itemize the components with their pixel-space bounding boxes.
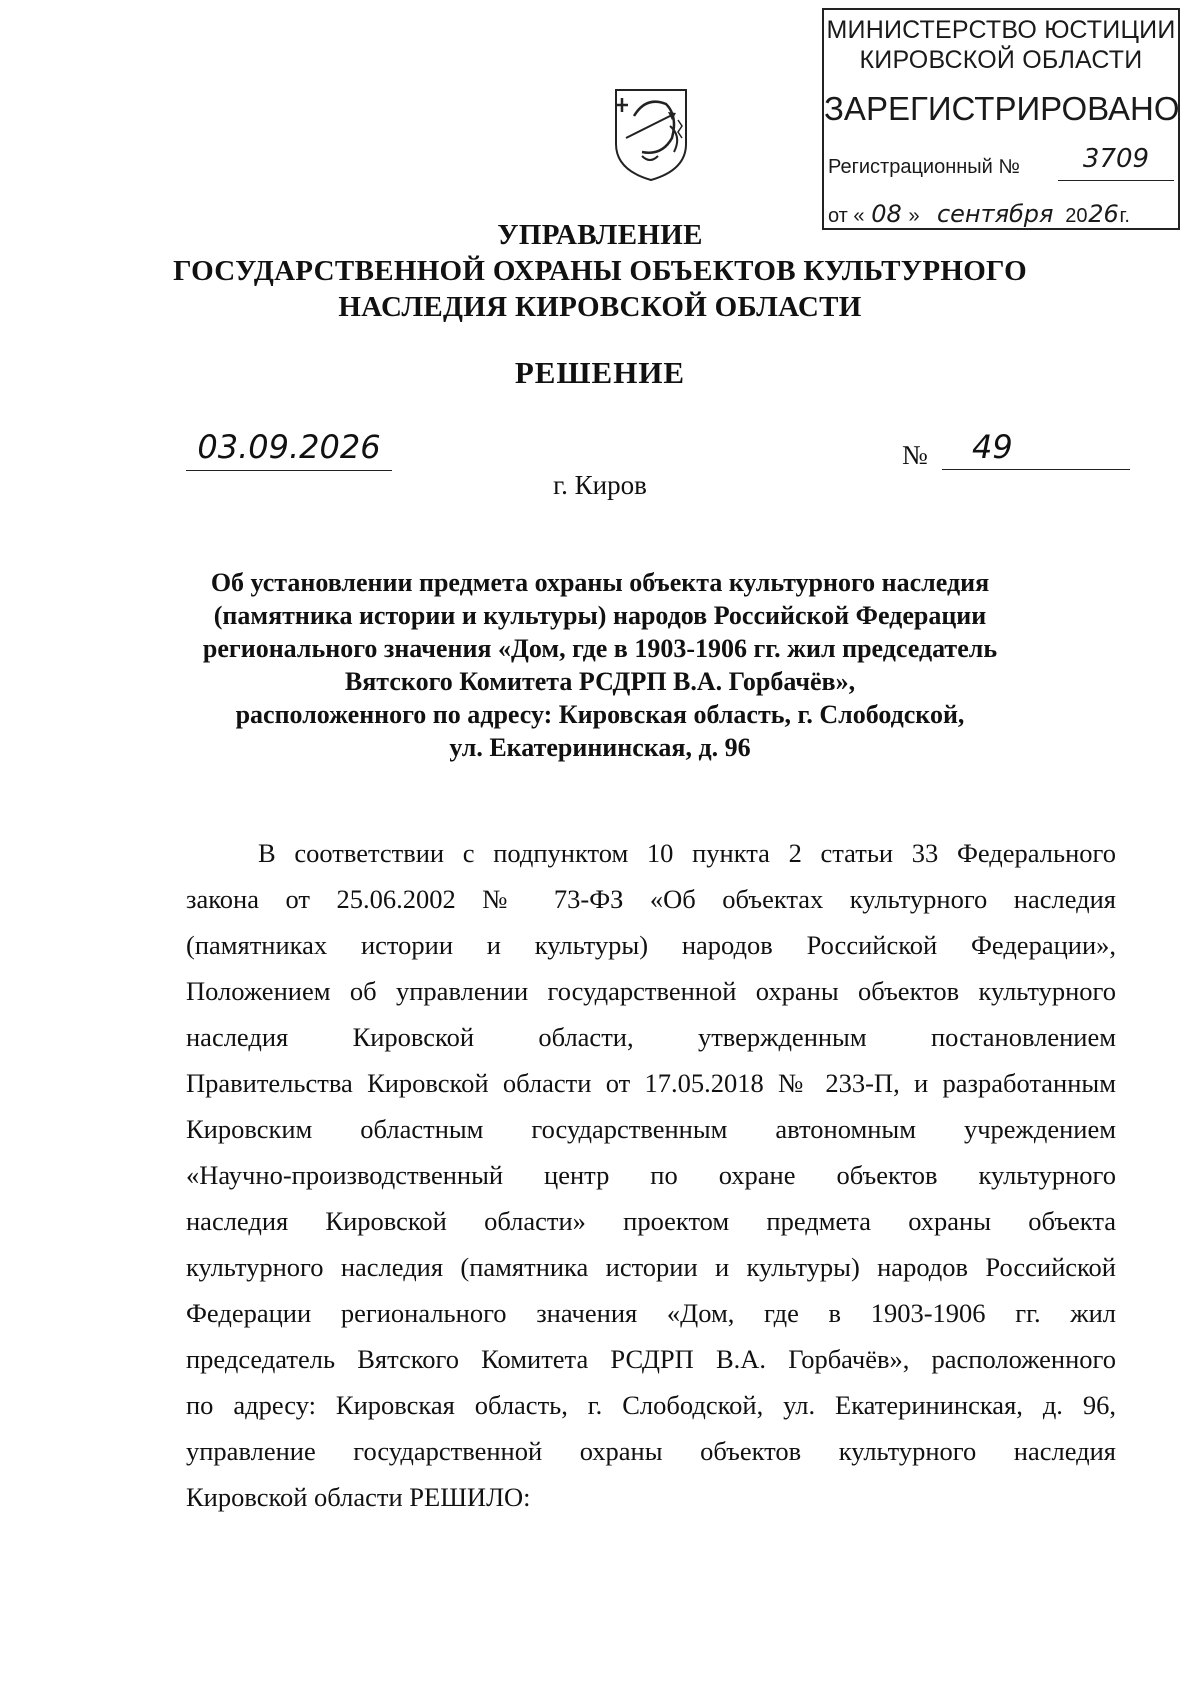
subject-line: Об установлении предмета охраны объекта культурного наследия [210, 568, 990, 597]
body-line: (памятниках истории и культуры) народов Российской Федерации», [186, 930, 1116, 960]
org-name-line2: ГОСУДАРСТВЕННОЙ ОХРАНЫ ОБЪЕКТОВ КУЛЬТУРНОГО [173, 255, 1027, 287]
stamp-date-prefix: от « [828, 205, 865, 227]
org-name-line1: УПРАВЛЕНИЕ [497, 219, 703, 251]
body-line: управление государственной охраны объектов культурного наследия [186, 1436, 1116, 1466]
document-date: 03.09.2026 [186, 428, 392, 471]
body-line: Федерации регионального значения «Дом, где в 1903-1906 гг. жил [186, 1298, 1116, 1328]
document-city: г. Киров [553, 470, 647, 500]
document-subject [150, 566, 1050, 764]
subject-line: ул. Екатерининская, д. 96 [449, 733, 751, 762]
registration-stamp [822, 8, 1180, 230]
stamp-year-prefix: 20 [1065, 205, 1088, 227]
subject-line: Вятского Комитета РСДРП В.А. Горбачёв», [344, 667, 856, 696]
subject-line: регионального значения «Дом, где в 1903-1906 гг. жил председатель [202, 634, 998, 663]
stamp-reg-number: 3709 [1058, 144, 1174, 181]
document-number-label: № [902, 440, 928, 470]
stamp-date-year: 26 [1088, 200, 1119, 228]
body-line: Кировской области РЕШИЛО: [186, 1482, 531, 1512]
body-line: закона от 25.06.2002 № 73-ФЗ «Об объектах культурного наследия [186, 884, 1116, 914]
stamp-date-month: сентября [925, 200, 1065, 229]
stamp-ministry-line1: МИНИСТЕРСТВО ЮСТИЦИИ [826, 16, 1176, 44]
body-line: Кировским областным государственным автономным учреждением [186, 1114, 1116, 1144]
body-line: наследия Кировской области, утвержденным постановлением [186, 1022, 1116, 1052]
subject-line: расположенного по адресу: Кировская область, г. Слободской, [235, 700, 965, 729]
stamp-reg-label: Регистрационный № [828, 156, 1020, 178]
body-line: «Научно-производственный центр по охране объектов культурного [186, 1160, 1116, 1190]
body-line: культурного наследия (памятника истории и культуры) народов Российской [186, 1252, 1116, 1282]
document-type: РЕШЕНИЕ [514, 355, 686, 390]
document-number: 49 [942, 428, 1130, 470]
stamp-ministry-line2: КИРОВСКОЙ ОБЛАСТИ [859, 46, 1143, 74]
stamp-status: ЗАРЕГИСТРИРОВАНО [824, 90, 1180, 127]
body-line: В соответствии с подпунктом 10 пункта 2 статьи 33 Федерального [258, 838, 1116, 868]
body-line: Правительства Кировской области от 17.05.2018 № 233-П, и разработанным [186, 1068, 1116, 1098]
stamp-date-mid: » [908, 205, 920, 227]
body-line: Положением об управлении государственной охраны объектов культурного [186, 976, 1116, 1006]
body-line: по адресу: Кировская область, г. Слободской, ул. Екатерининская, д. 96, [186, 1390, 1116, 1420]
body-line: наследия Кировской области» проектом предмета охраны объекта [186, 1206, 1116, 1236]
document-body [186, 830, 1116, 1520]
stamp-year-suffix: г. [1119, 205, 1130, 227]
stamp-date-day: 08 [865, 200, 909, 229]
org-name-line3: НАСЛЕДИЯ КИРОВСКОЙ ОБЛАСТИ [338, 291, 862, 323]
coat-of-arms-icon [612, 86, 690, 182]
subject-line: (памятника истории и культуры) народов Российской Федерации [213, 601, 987, 630]
body-line: председатель Вятского Комитета РСДРП В.А. Горбачёв», расположенного [186, 1344, 1116, 1374]
